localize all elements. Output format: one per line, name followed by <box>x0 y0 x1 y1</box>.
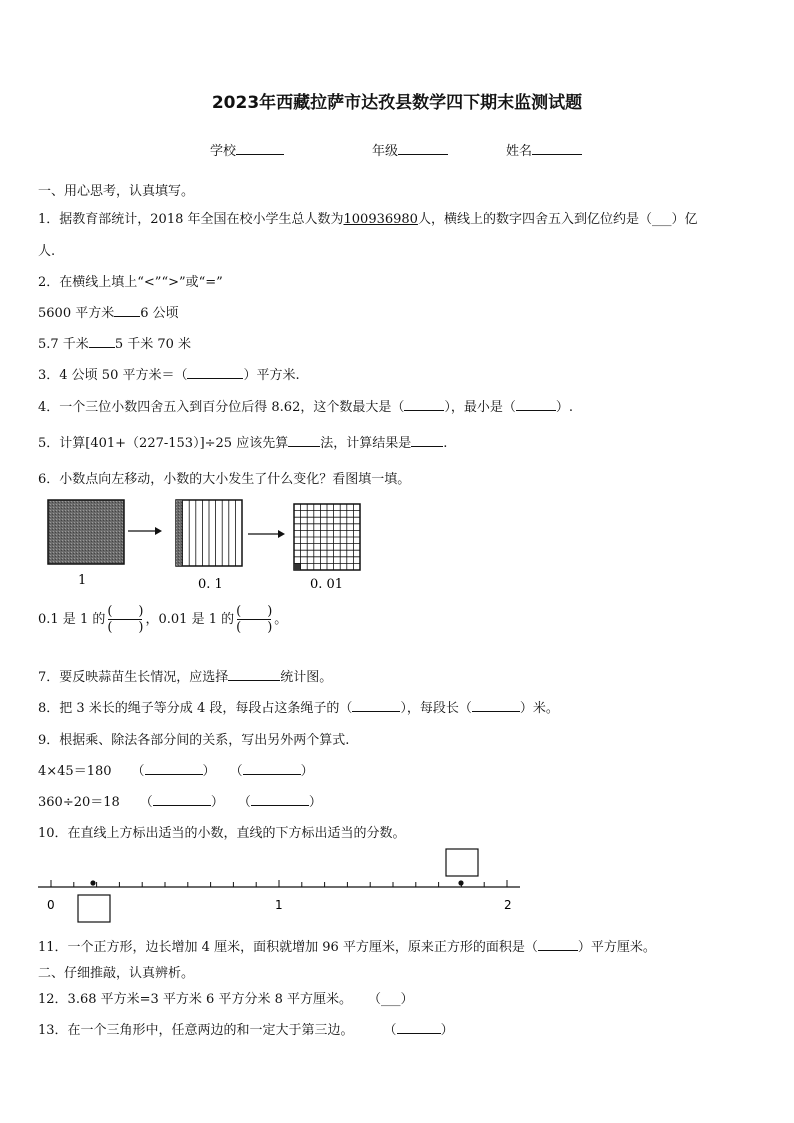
q2-l1-right: 6 公顷 <box>140 306 179 321</box>
q1-text-c: 人. <box>38 244 56 259</box>
q8-blank-2[interactable] <box>472 711 520 712</box>
q12-text: 12．3.68 平方米=3 平方米 6 平方分米 8 平方厘米。 <box>38 992 352 1007</box>
arrow-1-head <box>155 527 162 535</box>
q13-blank[interactable] <box>397 1033 441 1034</box>
q6-fraction-line <box>38 604 287 635</box>
q7-blank[interactable] <box>228 680 280 681</box>
point-left <box>90 880 95 885</box>
frac1-den: ( ) <box>107 620 144 635</box>
q9-q1: ） <box>202 764 216 779</box>
grade-label: 年级 <box>372 144 399 159</box>
q1-text-a: 1．据教育部统计，2018 年全国在校小学生总人数为 <box>38 212 344 227</box>
decimal-grid-figure <box>38 492 378 592</box>
q4-blank-2[interactable] <box>516 410 556 411</box>
q13-p: （ <box>383 1023 397 1038</box>
arrow-2-head <box>278 530 285 538</box>
q13-q: ） <box>440 1023 454 1038</box>
q9-q3: ） <box>210 795 224 810</box>
q9-p4: （ <box>237 795 251 810</box>
tick-label-2: 2 <box>504 898 512 912</box>
q9-q4: ） <box>308 795 322 810</box>
school-blank[interactable] <box>236 154 284 155</box>
q2-line-1 <box>38 302 179 321</box>
question-12 <box>38 988 414 1007</box>
q4-text-c: ）. <box>555 400 574 415</box>
label-1: 1 <box>78 573 87 588</box>
q9-q2: ） <box>300 764 314 779</box>
q7-text-b: 统计图。 <box>280 670 333 685</box>
label-0-1: 0. 1 <box>198 577 223 592</box>
grade-blank[interactable] <box>398 154 448 155</box>
q9-blank-2[interactable] <box>243 774 301 775</box>
tick-label-1: 1 <box>275 898 283 912</box>
q1-text-b: 人，横线上的数字四舍五入到亿位约是（___）亿 <box>417 212 698 227</box>
q3-text-b: ）平方米. <box>243 368 300 383</box>
tenths-square <box>176 500 242 566</box>
label-0-01: 0. 01 <box>310 577 344 592</box>
question-11 <box>38 936 656 955</box>
question-13 <box>38 1019 454 1038</box>
answer-box-bottom[interactable] <box>78 895 110 922</box>
q6-fraction-2[interactable] <box>236 604 272 635</box>
q4-text-a: 4．一个三位小数四舍五入到百分位后得 8.62，这个数最大是（ <box>38 400 405 415</box>
q12-answer-paren[interactable]: （___） <box>368 992 414 1007</box>
q5-text-c: . <box>443 436 448 451</box>
q6-fraction-1[interactable] <box>107 604 143 635</box>
q8-text-c: ）米。 <box>519 701 559 716</box>
q5-blank-2[interactable] <box>411 446 443 447</box>
q6-frac-text-c: 。 <box>274 612 288 627</box>
q2-l2-left: 5.7 千米 <box>38 337 89 352</box>
question-5 <box>38 432 447 451</box>
q2-blank-1[interactable] <box>114 316 140 317</box>
q9-line-1 <box>38 760 314 779</box>
q3-text-a: 3．4 公顷 50 平方米＝（ <box>38 368 188 383</box>
whole-square <box>48 500 124 564</box>
q5-text-a: 5．计算[401+（227-153）]÷25 应该先算 <box>38 436 289 451</box>
page-title: 2023年西藏拉萨市达孜县数学四下期末监测试题 <box>211 93 583 113</box>
q9-blank-3[interactable] <box>153 805 211 806</box>
name-field[interactable] <box>506 140 582 159</box>
q8-text-b: ），每段长（ <box>400 701 472 716</box>
question-1 <box>38 208 697 227</box>
q6-frac-text-b: ，0.01 是 1 的 <box>145 612 235 627</box>
frac2-num: ( ) <box>236 604 273 619</box>
q11-text-a: 11．一个正方形，边长增加 4 厘米，面积就增加 96 平方厘米，原来正方形的面积是（ <box>38 940 538 955</box>
question-2: 2．在横线上填上“<”“>”或“=” <box>38 275 223 290</box>
grade-field[interactable] <box>372 140 448 159</box>
q2-blank-2[interactable] <box>89 347 115 348</box>
name-blank[interactable] <box>532 154 582 155</box>
q2-l1-left: 5600 平方米 <box>38 306 115 321</box>
q4-blank-1[interactable] <box>404 410 444 411</box>
q5-text-b: 法，计算结果是 <box>320 436 412 451</box>
q2-line-2 <box>38 333 191 352</box>
question-6: 6．小数点向左移动，小数的大小发生了什么变化？看图填一填。 <box>38 472 411 487</box>
school-field[interactable] <box>210 140 284 159</box>
q5-blank-1[interactable] <box>288 446 320 447</box>
q9-eq-2: 360÷20＝18 <box>38 795 120 810</box>
frac2-den: ( ) <box>236 620 273 635</box>
q3-blank[interactable] <box>187 378 243 379</box>
q1-number: 100936980 <box>343 212 418 227</box>
tick-label-0: 0 <box>47 898 55 912</box>
question-10: 10．在直线上方标出适当的小数，直线的下方标出适当的分数。 <box>38 826 406 841</box>
point-right <box>458 880 463 885</box>
frac1-num: ( ) <box>107 604 144 619</box>
q11-blank[interactable] <box>538 950 578 951</box>
question-8 <box>38 697 559 716</box>
q4-text-b: ），最小是（ <box>444 400 516 415</box>
hundredths-square <box>294 504 360 570</box>
q9-blank-1[interactable] <box>145 774 203 775</box>
q7-text-a: 7．要反映蒜苗生长情况，应选择 <box>38 670 229 685</box>
q9-blank-4[interactable] <box>251 805 309 806</box>
q11-text-b: ）平方厘米。 <box>577 940 656 955</box>
number-line <box>30 845 530 925</box>
section-1-heading: 一、用心思考，认真填写。 <box>38 184 195 199</box>
q2-l2-right: 5 千米 70 米 <box>114 337 192 352</box>
q9-p3: （ <box>139 795 153 810</box>
question-3 <box>38 364 300 383</box>
question-9: 9．根据乘、除法各部分间的关系，写出另外两个算式. <box>38 733 350 748</box>
question-4 <box>38 396 573 415</box>
q8-text-a: 8．把 3 米长的绳子等分成 4 段，每段占这条绳子的（ <box>38 701 353 716</box>
q9-eq-1: 4×45＝180 <box>38 764 112 779</box>
question-7 <box>38 666 332 685</box>
q13-text: 13．在一个三角形中，任意两边的和一定大于第三边。 <box>38 1023 354 1038</box>
q6-frac-text-a: 0.1 是 1 的 <box>38 612 106 627</box>
name-label: 姓名 <box>506 144 533 159</box>
q9-line-2 <box>38 791 322 810</box>
section-2-heading: 二、仔细推敲，认真辨析。 <box>38 966 195 981</box>
q8-blank-1[interactable] <box>352 711 400 712</box>
q9-p2: （ <box>229 764 243 779</box>
school-label: 学校 <box>210 144 237 159</box>
answer-box-top[interactable] <box>446 849 478 876</box>
q9-p1: （ <box>131 764 145 779</box>
